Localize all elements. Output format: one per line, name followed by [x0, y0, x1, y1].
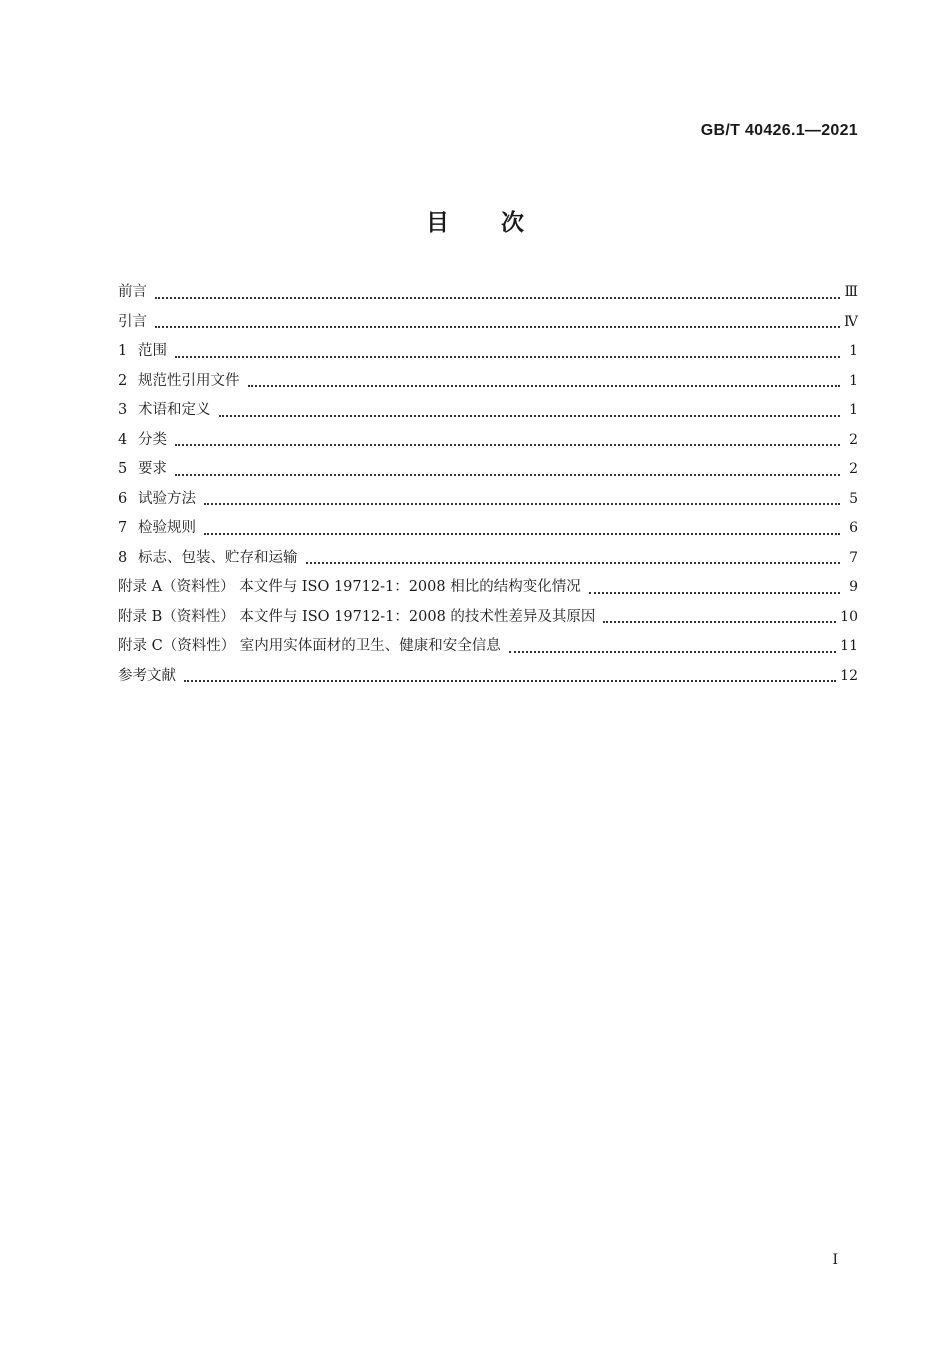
- toc-leader-dots: [175, 355, 840, 358]
- toc-entry-8[interactable]: [118, 546, 858, 576]
- toc-leader-dots: [175, 473, 840, 476]
- page-number: I: [832, 1252, 838, 1268]
- toc-entry-5[interactable]: [118, 457, 858, 487]
- toc-entry-7[interactable]: [118, 516, 858, 546]
- toc-entry-page: 11: [840, 638, 858, 654]
- toc-entry-annex-a[interactable]: [118, 575, 858, 605]
- toc-entry-number: 8: [118, 549, 128, 566]
- toc-leader-dots: [175, 443, 840, 446]
- toc-entry-label: 附录 B（资料性） 本文件与 ISO 19712-1：2008 的技术性差异及其原因: [118, 608, 596, 625]
- toc-entry-label: 术语和定义: [138, 402, 211, 418]
- toc-entry-label: 附录 C（资料性） 室内用实体面材的卫生、健康和安全信息: [118, 638, 501, 654]
- toc-entry-page: 7: [849, 549, 858, 566]
- toc-entry-6[interactable]: [118, 487, 858, 517]
- toc-entry-number: 4: [118, 431, 128, 448]
- toc-entry-label: 规范性引用文件: [138, 372, 240, 389]
- toc-entry-page: Ⅳ: [844, 313, 858, 330]
- toc-entry-label: 要求: [138, 461, 167, 477]
- toc-entry-annex-b[interactable]: [118, 605, 858, 635]
- toc-entry-label: 标志、包装、贮存和运输: [138, 549, 298, 566]
- toc-entry-label: 附录 A（资料性） 本文件与 ISO 19712-1：2008 相比的结构变化情况: [118, 579, 581, 595]
- toc-leader-dots: [248, 384, 841, 387]
- toc-leader-dots: [204, 532, 840, 535]
- toc-entry-number: 7: [118, 520, 128, 536]
- toc-entry-3[interactable]: [118, 398, 858, 428]
- toc-leader-dots: [603, 620, 836, 623]
- toc-leader-dots: [184, 679, 836, 682]
- toc-entry-label: 前言: [118, 284, 147, 300]
- toc-leader-dots: [306, 561, 841, 564]
- toc-entry-label: 参考文献: [118, 667, 176, 684]
- toc-entry-bibliography[interactable]: [118, 664, 858, 694]
- toc-entry-page: 2: [849, 461, 858, 477]
- toc-entry-page: 9: [849, 579, 858, 595]
- toc-entry-2[interactable]: [118, 369, 858, 399]
- toc-leader-dots: [589, 591, 840, 594]
- toc-entry-introduction[interactable]: [118, 310, 858, 340]
- toc-entry-label: 引言: [118, 313, 147, 330]
- toc-leader-dots: [219, 414, 841, 417]
- toc-entry-number: 6: [118, 490, 128, 507]
- toc-entry-page: 1: [849, 402, 858, 418]
- toc-entry-label: 分类: [138, 431, 167, 448]
- toc-entry-page: 12: [840, 667, 858, 684]
- toc-leader-dots: [204, 502, 840, 505]
- toc-entry-page: Ⅲ: [844, 284, 858, 300]
- toc-entry-annex-c[interactable]: [118, 634, 858, 664]
- toc-entry-number: 3: [118, 402, 128, 418]
- toc-entry-number: 5: [118, 461, 128, 477]
- toc-entry-label: 检验规则: [138, 520, 196, 536]
- toc-entry-page: 6: [849, 520, 858, 536]
- toc-entry-1[interactable]: [118, 339, 858, 369]
- toc-entry-page: 1: [849, 372, 858, 389]
- toc-leader-dots: [509, 650, 836, 653]
- toc-leader-dots: [155, 325, 840, 328]
- toc-entry-page: 2: [849, 431, 858, 448]
- table-of-contents: [118, 280, 858, 693]
- toc-entry-page: 5: [849, 490, 858, 507]
- standard-code: GB/T 40426.1—2021: [700, 122, 858, 139]
- toc-entry-number: 1: [118, 343, 128, 359]
- toc-entry-foreword[interactable]: [118, 280, 858, 310]
- page-title: 目次: [426, 210, 576, 236]
- toc-leader-dots: [155, 296, 840, 299]
- toc-entry-4[interactable]: [118, 428, 858, 458]
- toc-entry-page: 1: [849, 343, 858, 359]
- toc-entry-label: 试验方法: [138, 490, 196, 507]
- toc-entry-page: 10: [840, 608, 858, 625]
- toc-entry-label: 范围: [138, 343, 167, 359]
- toc-entry-number: 2: [118, 372, 128, 389]
